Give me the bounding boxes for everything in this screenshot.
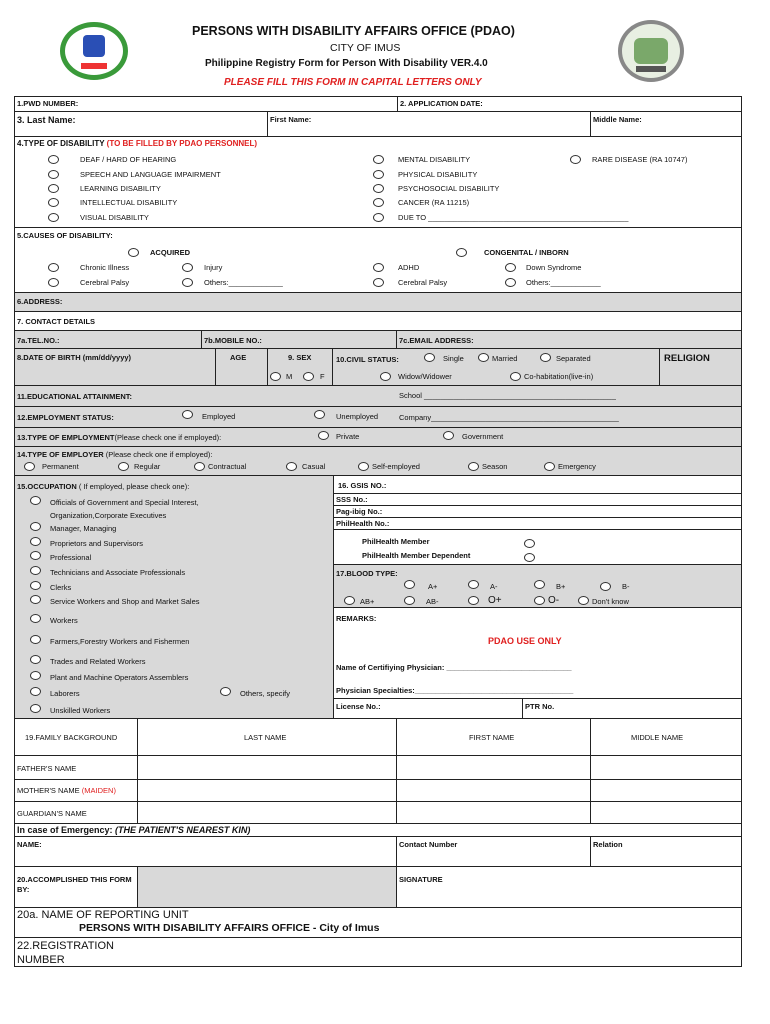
radio-private[interactable] — [318, 431, 329, 440]
causes-title: 5.CAUSES OF DISABILITY: — [17, 231, 113, 240]
form-title: Philippine Registry Form for Person With Disability VER.4.0 — [205, 58, 488, 69]
reporting-unit-section: 20a. NAME OF REPORTING UNIT PERSONS WITH DISABILITY AFFAIRS OFFICE - City of Imus — [14, 907, 742, 938]
radio-occ-service[interactable] — [30, 595, 41, 604]
family-middle-name-header: MIDDLE NAME — [590, 718, 742, 756]
label-deaf: DEAF / HARD OF HEARING — [80, 155, 177, 164]
label-physical: PHYSICAL DISABILITY — [398, 170, 478, 179]
radio-adhd[interactable] — [373, 263, 384, 272]
mobile-no-field[interactable]: 7b.MOBILE NO.: — [201, 330, 397, 349]
radio-others-congenital[interactable] — [505, 278, 516, 287]
radio-occ-farmers[interactable] — [30, 635, 41, 644]
radio-contractual[interactable] — [194, 462, 205, 471]
gsis-field[interactable]: 16. GSIS NO.: — [333, 475, 742, 494]
label-unemployed: Unemployed — [336, 412, 379, 421]
radio-psychosocial[interactable] — [373, 184, 384, 193]
label-employed: Employed — [202, 412, 236, 421]
radio-occ-proprietors[interactable] — [30, 537, 41, 546]
radio-employed[interactable] — [182, 410, 193, 419]
radio-sex-f[interactable] — [303, 372, 314, 381]
radio-due-to[interactable] — [373, 213, 384, 222]
label-others-acquired: Others:_____________ — [204, 278, 283, 287]
label-chronic-illness: Chronic Illness — [80, 263, 130, 272]
physician-specialties-field[interactable]: Physician Specialties:______________________________________ — [336, 686, 574, 695]
pdao-use-only: PDAO USE ONLY — [488, 636, 562, 646]
father-name-label: FATHER'S NAME — [14, 755, 138, 780]
sex-field: 9. SEX — [267, 348, 333, 386]
label-speech: SPEECH AND LANGUAGE IMPAIRMENT — [80, 170, 221, 179]
mother-name-label: MOTHER'S NAME (MAIDEN) — [14, 779, 138, 802]
radio-blood-ab-pos[interactable] — [344, 596, 355, 605]
father-last-name[interactable] — [137, 755, 397, 780]
radio-occ-laborers[interactable] — [30, 687, 41, 696]
radio-occ-officials[interactable] — [30, 496, 41, 505]
radio-intellectual[interactable] — [48, 198, 59, 207]
radio-occ-manager[interactable] — [30, 522, 41, 531]
radio-self-employed[interactable] — [358, 462, 369, 471]
wheelchair-icon — [83, 35, 105, 57]
sss-field[interactable]: SSS No.: — [333, 493, 742, 506]
radio-cohabitation[interactable] — [510, 372, 521, 381]
label-others-congenital: Others:____________ — [526, 278, 601, 287]
emergency-relation-field[interactable]: Relation — [590, 836, 742, 867]
radio-permanent[interactable] — [24, 462, 35, 471]
label-cancer: CANCER (RA 11215) — [398, 198, 470, 207]
license-no-field[interactable]: License No.: — [333, 698, 523, 719]
blood-type-section: 17.BLOOD TYPE: — [333, 564, 742, 608]
family-first-name-header: FIRST NAME — [396, 718, 591, 756]
capital-letters-instruction: PLEASE FILL THIS FORM IN CAPITAL LETTERS ONLY — [224, 77, 482, 88]
emergency-name-field[interactable]: NAME: — [14, 836, 397, 867]
label-sex-f: F — [320, 372, 325, 381]
label-injury: Injury — [204, 263, 223, 272]
radio-speech[interactable] — [48, 170, 59, 179]
pagibig-field[interactable]: Pag-ibig No.: — [333, 505, 742, 518]
label-psychosocial: PSYCHOSOCIAL DISABILITY — [398, 184, 500, 193]
label-single: Single — [443, 354, 464, 363]
radio-rare-disease[interactable] — [570, 155, 581, 164]
radio-visual[interactable] — [48, 213, 59, 222]
label-down-syndrome: Down Syndrome — [526, 263, 582, 272]
city-title: CITY OF IMUS — [330, 42, 401, 54]
radio-occ-professional[interactable] — [30, 551, 41, 560]
label-learning: LEARNING DISABILITY — [80, 184, 161, 193]
label-private: Private — [336, 432, 360, 441]
radio-regular[interactable] — [118, 462, 129, 471]
radio-emergency[interactable] — [544, 462, 555, 471]
imus-seal-logo — [618, 20, 684, 82]
contact-details-header: 7. CONTACT DETAILS — [14, 311, 742, 331]
label-separated: Separated — [556, 354, 591, 363]
radio-philhealth-member[interactable] — [524, 539, 535, 548]
label-congenital: CONGENITAL / INBORN — [484, 248, 569, 257]
radio-others-acquired[interactable] — [182, 278, 193, 287]
radio-separated[interactable] — [540, 353, 551, 362]
emergency-header: In case of Emergency: (THE PATIENT'S NEAREST KIN) — [14, 823, 742, 837]
emergency-contact-field[interactable]: Contact Number — [396, 836, 591, 867]
civil-status-field: 10.CIVIL STATUS: — [332, 348, 660, 386]
radio-deaf[interactable] — [48, 155, 59, 164]
pwd-number-field[interactable]: 1.PWD NUMBER: — [14, 96, 398, 112]
office-title: PERSONS WITH DISABILITY AFFAIRS OFFICE (PDAO) — [192, 24, 515, 38]
radio-acquired[interactable] — [128, 248, 139, 257]
radio-blood-a-pos[interactable] — [404, 580, 415, 589]
address-field[interactable]: 6.ADDRESS: — [14, 292, 742, 312]
radio-learning[interactable] — [48, 184, 59, 193]
radio-blood-a-neg[interactable] — [468, 580, 479, 589]
accomplished-by-field[interactable] — [137, 866, 397, 908]
radio-cancer[interactable] — [373, 198, 384, 207]
radio-blood-dont-know[interactable] — [578, 596, 589, 605]
label-government: Government — [462, 432, 504, 441]
radio-widow[interactable] — [380, 372, 391, 381]
age-field[interactable]: AGE — [215, 348, 268, 386]
label-acquired: ACQUIRED — [150, 248, 191, 257]
tel-no-field[interactable]: 7a.TEL.NO.: — [14, 330, 202, 349]
label-cerebral-palsy-congenital: Cerebral Palsy — [398, 278, 448, 287]
first-name-field[interactable]: First Name: — [267, 111, 591, 137]
label-visual: VISUAL DISABILITY — [80, 213, 149, 222]
occupation-section: 15.OCCUPATION ( If employed, please check one): — [14, 475, 334, 719]
ptr-no-field[interactable]: PTR No. — [522, 698, 742, 719]
label-mental: MENTAL DISABILITY — [398, 155, 471, 164]
radio-casual[interactable] — [286, 462, 297, 471]
radio-sex-m[interactable] — [270, 372, 281, 381]
application-date-field[interactable]: 2. APPLICATION DATE: — [397, 96, 742, 112]
radio-unemployed[interactable] — [314, 410, 325, 419]
guardian-name-label: GUARDIAN'S NAME — [14, 801, 138, 824]
signature-field[interactable]: SIGNATURE — [396, 866, 742, 908]
pdao-logo — [60, 22, 128, 80]
radio-philhealth-dependent[interactable] — [524, 553, 535, 562]
radio-chronic-illness[interactable] — [48, 263, 59, 272]
radio-blood-o-pos[interactable] — [468, 596, 479, 605]
label-cohabitation: Co-habitation(live-in) — [524, 372, 594, 381]
email-field[interactable]: 7c.EMAIL ADDRESS: — [396, 330, 742, 349]
middle-name-field[interactable]: Middle Name: — [590, 111, 742, 137]
guardian-middle-name[interactable] — [590, 801, 742, 824]
label-sex-m: M — [286, 372, 293, 381]
registration-number-field[interactable]: 22.REGISTRATION NUMBER — [14, 937, 742, 967]
religion-field[interactable]: RELIGION — [659, 348, 742, 386]
remarks-field[interactable]: REMARKS: — [333, 607, 742, 719]
radio-occ-technicians[interactable] — [30, 566, 41, 575]
father-middle-name[interactable] — [590, 755, 742, 780]
radio-blood-ab-neg[interactable] — [404, 596, 415, 605]
radio-congenital[interactable] — [456, 248, 467, 257]
radio-blood-b-pos[interactable] — [534, 580, 545, 589]
guardian-last-name[interactable] — [137, 801, 397, 824]
philhealth-field[interactable]: PhilHealth No.: — [333, 517, 742, 530]
date-of-birth-field[interactable]: 8.DATE OF BIRTH (mm/dd/yyyy) — [14, 348, 216, 386]
radio-down-syndrome[interactable] — [505, 263, 516, 272]
disability-title: 4.TYPE OF DISABILITY — [17, 139, 107, 148]
radio-season[interactable] — [468, 462, 479, 471]
radio-occ-trades[interactable] — [30, 655, 41, 664]
radio-occ-unskilled[interactable] — [30, 704, 41, 713]
radio-occ-plant[interactable] — [30, 671, 41, 680]
radio-occ-others[interactable] — [220, 687, 231, 696]
mother-first-name[interactable] — [396, 779, 591, 802]
educational-attainment-field[interactable]: 11.EDUCATIONAL ATTAINMENT: School ______________________________________________ — [14, 385, 742, 407]
type-of-employer-field: 14.TYPE OF EMPLOYER (Please check one if employed): — [14, 446, 742, 476]
pwd-registry-form: PERSONS WITH DISABILITY AFFAIRS OFFICE (PDAO) CITY OF IMUS Philippine Registry Form for Person With Disability VER.4.0 PLEASE FILL THIS FORM IN CAPITAL LETTERS ONLY 1.PWD NUMBER: 2. APPLICATION DATE: 3. Last Name: First Name: Middle Name: 4.TYPE OF DISABILITY (TO BE FILLED BY PDAO PERSONNEL) DEAF / HARD OF HEARING SPEECH AND LANGUAGE IMPAIRMENT LEARNING DISABILITY INTELLECTUAL DISABILITY VISUAL DISABILITY MENTAL DISABILITY PHYSICAL DISABILITY PSYCHOSOCIAL DISABILITY CANCER (RA 11215) DUE TO ________________________________________________ RARE DISEASE (RA 10747) 5.CAUSES OF DISABILITY: ACQUIRED CONGENITAL / INBORN Chronic Illness Injury ADHD Down Syndrome Cerebral Palsy Others:_____________ Cerebral Palsy Others:____________ 6.ADDRESS: 7. CONTACT DETAILS 7a.TEL.NO.: 7b.MOBILE NO.: 7c.EMAIL ADDRESS: 8.DATE OF BIRTH (mm/dd/yyyy) AGE 9. SEX M F 10.CIVIL STATUS: Single Married Separated Widow/Widower Co-habitation(live-in) RELIGION 11.EDUCATIONAL ATTAINMENT: School ______________________________________________ 12.EMPLOYMENT STATUS: Company_____________________________________________ Employed Unemployed 13.TYPE OF EMPLOYMENT(Please check one if employed): Private Government 14.TYPE OF EMPLOYER (Please check one if employed): Permanent Regular Contractual Casual Self-employed Season Emergency 15.OCCUPATION ( If employed, please check one): Officials of Government and Special Interest, Organization,Corporate Executives Manager, Managing Proprietors and Supervisors Professional Technicians and Associate Professionals Clerks Service Workers and Shop and Market Sales Workers Farmers,Forestry Workers and Fishermen Trades and Related Workers Plant and Machine Operators Assemblers Laborers Others, specify Unskilled Workers 16. GSIS NO.: SSS No.: Pag-ibig No.: PhilHealth No.: PhilHealth Member PhilHealth Member Dependent 17.BLOOD TYPE: A+ A- B+ B- AB+ AB- O+ O- Don't know REMARKS: PDAO USE ONLY Name of Certifiying Physician: ______________________________ Physician Specialties:______________________________________ License No.: PTR No. 19.FAMILY BACKGROUND LAST NAME FIRST NAME MIDDLE NAME FATHER'S NAME MOTHER'S NAME (MAIDEN) GUARDIAN'S NAME In case of Emergency: (THE PATIENT'S NEAREST KIN) NAME: Contact Number Relation 20.ACCOMPLISHED THIS FORM BY: SIGNATURE 20a. NAME OF REPORTING UNIT PERSONS WITH DISABILITY AFFAIRS OFFICE - City of Imus 22.REGISTRATION NUMBER — [0, 0, 770, 1024]
last-name-field[interactable]: 3. Last Name: — [14, 111, 268, 137]
radio-cerebral-palsy-congenital[interactable] — [373, 278, 384, 287]
radio-occ-clerks[interactable] — [30, 581, 41, 590]
label-philhealth-dependent: PhilHealth Member Dependent — [362, 551, 471, 560]
family-background-header: 19.FAMILY BACKGROUND — [14, 718, 138, 756]
radio-injury[interactable] — [182, 263, 193, 272]
radio-married[interactable] — [478, 353, 489, 362]
radio-blood-b-neg[interactable] — [600, 582, 611, 591]
radio-cerebral-palsy-acquired[interactable] — [48, 278, 59, 287]
label-cerebral-palsy-acquired: Cerebral Palsy — [80, 278, 130, 287]
disability-note: (TO BE FILLED BY PDAO PERSONNEL) — [106, 139, 258, 148]
guardian-first-name[interactable] — [396, 801, 591, 824]
type-of-employment-field: 13.TYPE OF EMPLOYMENT(Please check one if employed): — [14, 427, 742, 447]
label-widow: Widow/Widower — [398, 372, 452, 381]
label-married: Married — [492, 354, 518, 363]
label-adhd: ADHD — [398, 263, 420, 272]
radio-physical[interactable] — [373, 170, 384, 179]
family-last-name-header: LAST NAME — [137, 718, 397, 756]
mother-middle-name[interactable] — [590, 779, 742, 802]
label-due-to: DUE TO ________________________________________________ — [398, 213, 629, 222]
radio-mental[interactable] — [373, 155, 384, 164]
certifying-physician-field[interactable]: Name of Certifiying Physician: ______________________________ — [336, 663, 572, 672]
employment-status-field: 12.EMPLOYMENT STATUS: Company_____________________________________________ — [14, 406, 742, 428]
radio-government[interactable] — [443, 431, 454, 440]
radio-occ-workers[interactable] — [30, 614, 41, 623]
accomplished-by-label: 20.ACCOMPLISHED THIS FORM BY: — [14, 866, 138, 908]
radio-blood-o-neg[interactable] — [534, 596, 545, 605]
label-intellectual: INTELLECTUAL DISABILITY — [80, 198, 178, 207]
father-first-name[interactable] — [396, 755, 591, 780]
label-philhealth-member: PhilHealth Member — [362, 537, 430, 546]
label-rare-disease: RARE DISEASE (RA 10747) — [592, 155, 688, 164]
mother-last-name[interactable] — [137, 779, 397, 802]
radio-single[interactable] — [424, 353, 435, 362]
